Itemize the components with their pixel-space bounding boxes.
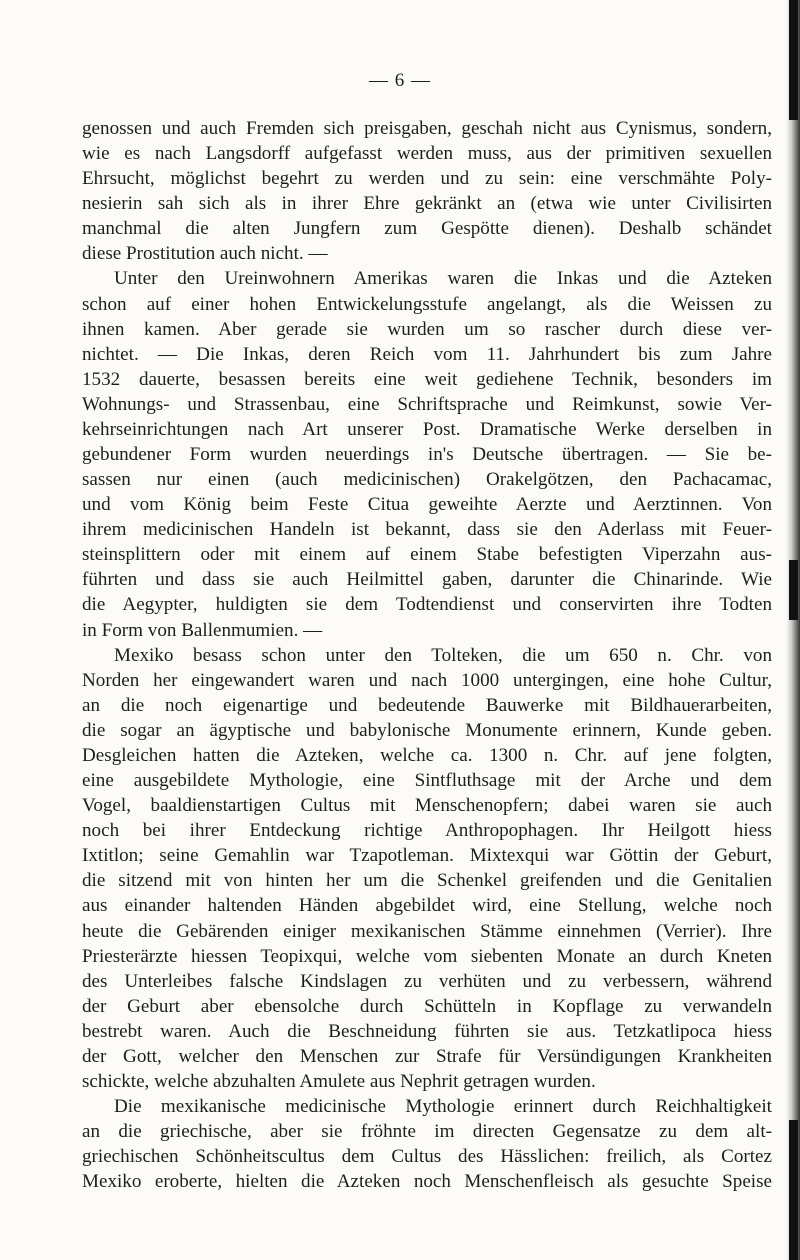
text-line: bestrebt waren. Auch die Beschneidung führten sie aus. Tetzkatlipoca hiess xyxy=(82,1020,772,1042)
body-text xyxy=(82,116,772,1194)
text-line: und vom König beim Feste Citua geweihte Aerzte und Aerztinnen. Von xyxy=(82,494,772,516)
text-line: Ixtitlon; seine Gemahlin war Tzapotleman. Mixtexqui war Göttin der Geburt, xyxy=(82,845,772,867)
text-line: Unter den Ureinwohnern Amerikas waren die Inkas und die Azteken xyxy=(114,268,772,290)
text-line: Priesterärzte hiessen Teopixqui, welche vom siebenten Monate an durch Kneten xyxy=(82,945,772,967)
text-line: ihnen kamen. Aber gerade sie wurden um so rascher durch diese ver- xyxy=(82,318,772,340)
text-line: nesierin sah sich als in ihrer Ehre gekränkt an (etwa wie unter Civilisirten xyxy=(82,193,772,215)
text-line: schon auf einer hohen Entwickelungsstufe angelangt, als die Weissen zu xyxy=(82,293,772,315)
text-line: nichtet. — Die Inkas, deren Reich vom 11. Jahrhundert bis zum Jahre xyxy=(82,343,772,365)
text-line: Norden her eingewandert waren und nach 1000 untergingen, eine hohe Cultur, xyxy=(82,669,772,691)
text-line: gebundener Form wurden neuerdings in's Deutsche übertragen. — Sie be- xyxy=(82,444,772,466)
text-line: Ehrsucht, möglichst begehrt zu werden und zu sein: eine verschmähte Poly- xyxy=(82,168,772,190)
text-line: die Aegypter, huldigten sie dem Todtendienst und conservirten ihre Todten xyxy=(82,594,772,616)
text-line: der Geburt aber ebensolche durch Schütteln in Kopflage zu verwandeln xyxy=(82,995,772,1017)
text-line: sassen nur einen (auch medicinischen) Orakelgötzen, den Pachacamac, xyxy=(82,469,772,491)
text-line: heute die Gebärenden einiger mexikanischen Stämme einnehmen (Verrier). Ihre xyxy=(82,920,772,942)
text-line: diese Prostitution auch nicht. — xyxy=(82,243,328,265)
text-line: noch bei ihrer Entdeckung richtige Anthropophagen. Ihr Heilgott hiess xyxy=(82,820,772,842)
text-line: manchmal die alten Jungfern zum Gespötte dienen). Deshalb schändet xyxy=(82,218,772,240)
page-edge-mark xyxy=(789,1120,798,1260)
page-edge-mark xyxy=(789,560,798,620)
text-line: eine ausgebildete Mythologie, eine Sintfluthsage mit der Arche und dem xyxy=(82,770,772,792)
page-number: — 6 — xyxy=(369,70,431,91)
text-line: an die griechische, aber sie fröhnte im directen Gegensatze zu dem alt- xyxy=(82,1121,772,1143)
text-line: Mexiko besass schon unter den Tolteken, die um 650 n. Chr. von xyxy=(114,644,772,666)
text-line: des Unterleibes falsche Kindslagen zu verhüten und zu verbessern, während xyxy=(82,970,772,992)
text-line: aus einander haltenden Händen abgebildet wird, eine Stellung, welche noch xyxy=(82,895,772,917)
text-line: Wohnungs- und Strassenbau, eine Schriftsprache und Reimkunst, sowie Ver- xyxy=(82,393,772,415)
page-edge-mark xyxy=(789,0,798,120)
text-line: griechischen Schönheitscultus dem Cultus des Hässlichen: freilich, als Cortez xyxy=(82,1146,772,1168)
text-line: kehrseinrichtungen nach Art unserer Post. Dramatische Werke derselben in xyxy=(82,418,772,440)
text-line: an die noch eigenartige und bedeutende Bauwerke mit Bildhauerarbeiten, xyxy=(82,694,772,716)
text-line: die sogar an ägyptische und babylonische Monumente erinnern, Kunde geben. xyxy=(82,719,772,741)
text-line: Die mexikanische medicinische Mythologie erinnert durch Reichhaltigkeit xyxy=(114,1096,772,1118)
text-line: steinsplittern oder mit einem auf einem Stabe befestigten Viperzahn aus- xyxy=(82,544,772,566)
text-line: wie es nach Langsdorff aufgefasst werden muss, aus der primitiven sexuellen xyxy=(82,143,772,165)
text-line: führten und dass sie auch Heilmittel gaben, darunter die Chinarinde. Wie xyxy=(82,569,772,591)
text-line: Desgleichen hatten die Azteken, welche ca. 1300 n. Chr. auf jene folgten, xyxy=(82,744,772,766)
text-line: in Form von Ballenmumien. — xyxy=(82,619,323,641)
text-line: die sitzend mit von hinten her um die Schenkel greifenden und die Genitalien xyxy=(82,870,772,892)
text-line: Mexiko eroberte, hielten die Azteken noch Menschenfleisch als gesuchte Speise xyxy=(82,1171,772,1193)
text-line: schickte, welche abzuhalten Amulete aus Nephrit getragen wurden. xyxy=(82,1070,596,1092)
text-line: der Gott, welcher den Menschen zur Strafe für Versündigungen Krankheiten xyxy=(82,1045,772,1067)
text-line: genossen und auch Fremden sich preisgaben, geschah nicht aus Cynismus, sondern, xyxy=(82,118,772,139)
page-edge-shadow xyxy=(786,0,800,1260)
text-line: 1532 dauerte, besassen bereits eine weit gediehene Technik, besonders im xyxy=(82,368,772,390)
text-line: Vogel, baaldienstartigen Cultus mit Menschenopfern; dabei waren sie auch xyxy=(82,795,772,817)
text-line: ihrem medicinischen Handeln ist bekannt, dass sie den Aderlass mit Feuer- xyxy=(82,519,772,541)
